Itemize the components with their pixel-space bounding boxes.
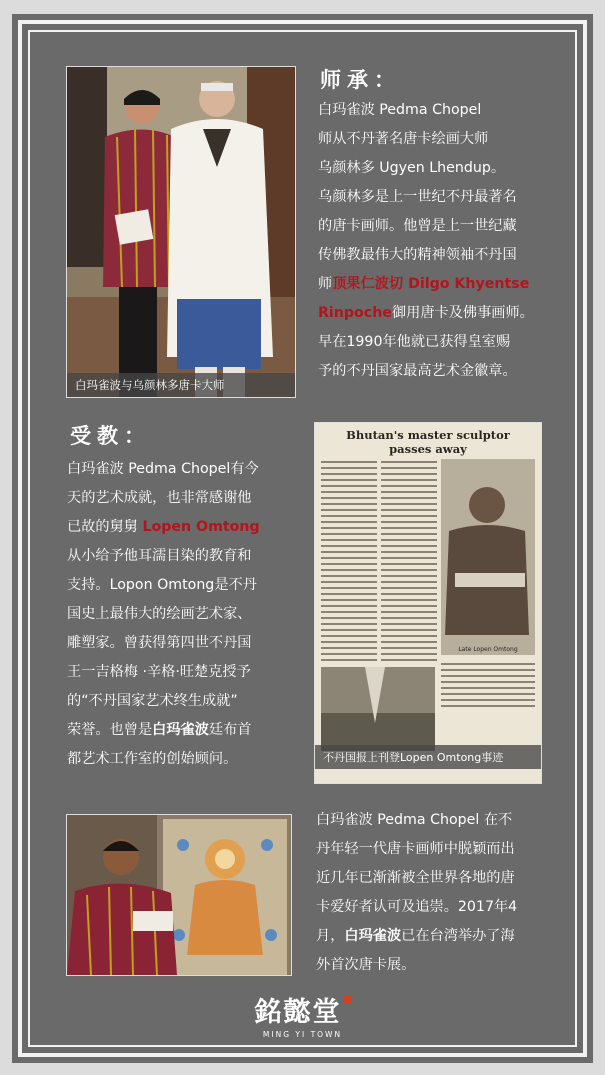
text-line: 天的艺术成就，也非常感谢他 [67,490,252,506]
text-line: 王一吉格梅 ·辛格·旺楚克授予 [67,664,251,680]
artist-painting-photo [66,814,292,976]
text-segment: 师 [318,276,333,292]
text-line [318,270,558,299]
text-line [318,299,558,328]
text-segment: 白玛雀波 [344,928,402,944]
text-segment: 已故的舅舅 [67,519,143,535]
text-line: 白玛雀波 Pedma Chopel有今 [67,461,259,477]
text-line: 师从不丹著名唐卡绘画大师 [318,131,489,147]
text-segment: 荣誉。也曾是 [67,722,153,738]
master-photo [66,66,296,398]
text-line: 丹年轻一代唐卡画师中脱颖而出 [316,841,515,857]
newspaper-clipping [314,422,542,784]
newspaper-photo-label: Late Lopen Omtong [458,646,518,653]
text-line: 国史上最伟大的绘画艺术家、 [67,606,252,622]
text-segment: 白玛雀波 [152,722,209,738]
section1-paragraph [318,96,558,386]
text-line: 予的不丹国家最高艺术金徽章。 [318,363,517,379]
text-line: 传佛教最伟大的精神领袖不丹国 [318,247,517,263]
highlight-text: Lopen Omtong [142,519,260,535]
text-segment: 御用唐卡及佛事画师。 [391,305,534,321]
text-line: 乌颜林多 Ugyen Lhendup。 [318,160,506,176]
text-line: 白玛雀波 Pedma Chopel [318,102,482,118]
text-line [67,513,289,542]
text-line: 雕塑家。曾获得第四世不丹国 [67,635,252,651]
section3-paragraph [316,806,548,980]
logo-chinese: 銘懿堂 [254,997,342,1028]
highlight-text: Rinpoche [318,305,392,321]
seal-icon [344,996,351,1004]
section2-paragraph [67,455,289,774]
text-line: 外首次唐卡展。 [316,957,416,973]
text-line: 乌颜林多是上一世纪不丹最著名 [318,189,517,205]
newspaper-headline-1: Bhutan's master sculptor [346,428,510,442]
logo-english: MING YI TOWN [262,1030,343,1039]
section2-heading: 受教： [70,423,151,448]
text-line: 支持。Lopon Omtong是不丹 [67,577,257,593]
text-segment: 廷布首 [208,722,252,738]
text-line: 的唐卡画师。他曾是上一世纪藏 [318,218,517,234]
text-line [316,922,548,951]
newspaper-headline-2: passes away [389,442,467,456]
section1-heading: 师承： [320,67,401,92]
text-line: 都艺术工作室的创始顾问。 [67,751,238,767]
text-line: 白玛雀波 Pedma Chopel 在不 [316,812,513,828]
text-line: 近几年已渐渐被全世界各地的唐 [316,870,515,886]
master-photo-caption: 白玛雀波与乌颜林多唐卡大师 [67,373,295,397]
highlight-text: 顶果仁波切 Dilgo Khyentse [332,276,530,292]
brand-logo [0,990,605,1039]
text-line: 从小给予他耳濡目染的教育和 [67,548,252,564]
text-segment: 月， [316,928,345,944]
text-line [67,716,289,745]
newspaper-caption: 不丹国报上刊登Lopen Omtong事迹 [315,745,541,769]
text-segment: 已在台湾举办了海 [401,928,515,944]
text-line: 的“不丹国家艺术终生成就” [67,693,238,709]
text-line: 卡爱好者认可及追崇。2017年4 [316,899,518,915]
text-line: 早在1990年他就已获得皇室赐 [318,334,511,350]
